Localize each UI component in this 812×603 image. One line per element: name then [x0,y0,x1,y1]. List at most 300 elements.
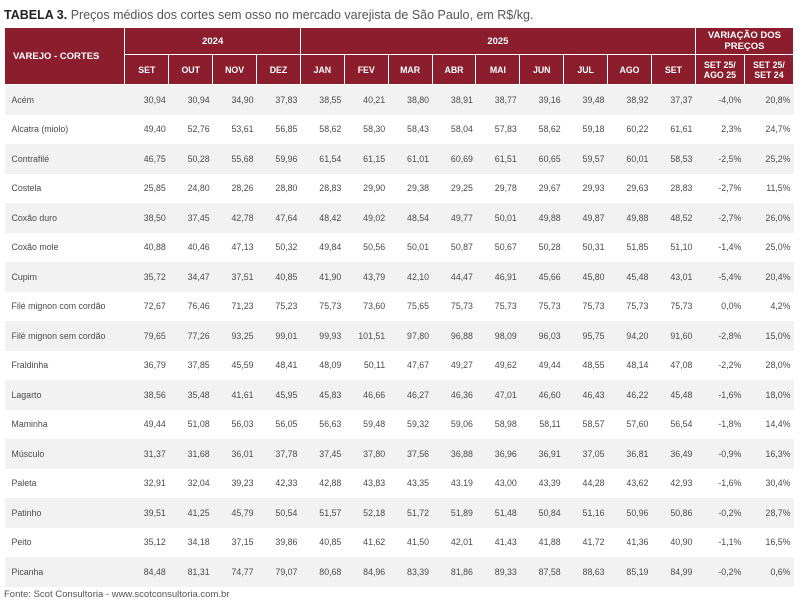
price-cell: 29,38 [388,174,432,204]
price-cell: 49,02 [344,203,388,233]
price-cell: 43,19 [432,469,476,499]
variation-cell: 30,4% [744,469,793,499]
price-cell: 43,00 [476,469,520,499]
price-cell: 44,47 [432,262,476,292]
price-cell: 79,07 [257,557,301,587]
price-cell: 45,59 [213,351,257,381]
table-caption [4,8,533,22]
table-row [5,321,794,351]
price-cell: 84,99 [651,557,695,587]
price-cell: 61,01 [388,144,432,174]
price-cell: 41,25 [169,498,213,528]
variation-cell: 14,4% [744,410,793,440]
price-cell: 49,77 [432,203,476,233]
price-cell: 99,93 [300,321,344,351]
header-month-2025: MAI [476,55,520,85]
variation-cell: 28,0% [744,351,793,381]
price-cell: 57,83 [476,115,520,145]
price-cell: 58,62 [520,115,564,145]
header-year-2024: 2024 [125,28,301,55]
price-cell: 39,51 [125,498,169,528]
price-cell: 43,39 [520,469,564,499]
price-cell: 38,92 [608,85,652,115]
price-cell: 50,67 [476,233,520,263]
price-cell: 61,54 [300,144,344,174]
price-cell: 28,83 [651,174,695,204]
variation-cell: 16,3% [744,439,793,469]
price-cell: 50,11 [344,351,388,381]
table-row [5,85,794,115]
price-cell: 30,94 [125,85,169,115]
price-cell: 51,72 [388,498,432,528]
price-cell: 56,03 [213,410,257,440]
price-cell: 46,66 [344,380,388,410]
price-cell: 58,98 [476,410,520,440]
price-cell: 50,31 [564,233,608,263]
price-cell: 96,03 [520,321,564,351]
price-cell: 41,43 [476,528,520,558]
price-cell: 34,90 [213,85,257,115]
price-cell: 29,90 [344,174,388,204]
cut-name: Costela [5,174,125,204]
header-month-2025: AGO [608,55,652,85]
price-cell: 46,27 [388,380,432,410]
price-cell: 38,55 [300,85,344,115]
price-cell: 51,10 [651,233,695,263]
cut-name: Peito [5,528,125,558]
price-cell: 45,79 [213,498,257,528]
table-caption-text: Preços médios dos cortes sem osso no mercado varejista de São Paulo, em R$/kg. [70,8,534,22]
price-cell: 37,56 [388,439,432,469]
price-cell: 46,91 [476,262,520,292]
price-cell: 43,62 [608,469,652,499]
price-cell: 29,67 [520,174,564,204]
table-row [5,292,794,322]
price-cell: 101,51 [344,321,388,351]
price-cell: 36,81 [608,439,652,469]
cut-name: Lagarto [5,380,125,410]
price-cell: 42,10 [388,262,432,292]
variation-cell: 25,2% [744,144,793,174]
price-cell: 51,89 [432,498,476,528]
price-cell: 28,80 [257,174,301,204]
price-cell: 49,27 [432,351,476,381]
price-cell: 49,84 [300,233,344,263]
table-row [5,115,794,145]
price-cell: 61,15 [344,144,388,174]
price-cell: 39,23 [213,469,257,499]
table-row [5,557,794,587]
price-cell: 45,80 [564,262,608,292]
price-cell: 50,28 [520,233,564,263]
price-cell: 75,73 [520,292,564,322]
price-cell: 46,43 [564,380,608,410]
table-row [5,262,794,292]
cut-name: Filé mignon sem cordão [5,321,125,351]
price-cell: 25,85 [125,174,169,204]
header-variation-col: SET 25/ SET 24 [744,55,793,85]
price-cell: 51,48 [476,498,520,528]
price-cell: 73,60 [344,292,388,322]
price-cell: 58,30 [344,115,388,145]
variation-cell: 20,8% [744,85,793,115]
price-cell: 31,68 [169,439,213,469]
price-cell: 88,63 [564,557,608,587]
variation-cell: 0,6% [744,557,793,587]
variation-cell: 2,3% [695,115,744,145]
cut-name: Acém [5,85,125,115]
variation-cell: 0,0% [695,292,744,322]
price-cell: 35,12 [125,528,169,558]
price-cell: 96,88 [432,321,476,351]
price-cell: 47,08 [651,351,695,381]
price-cell: 59,06 [432,410,476,440]
price-cell: 41,50 [388,528,432,558]
price-cell: 99,01 [257,321,301,351]
header-month-2025: JUL [564,55,608,85]
price-cell: 75,65 [388,292,432,322]
price-cell: 56,63 [300,410,344,440]
price-cell: 52,18 [344,498,388,528]
price-cell: 39,16 [520,85,564,115]
price-cell: 48,55 [564,351,608,381]
price-cell: 47,01 [476,380,520,410]
table-row [5,144,794,174]
price-cell: 42,88 [300,469,344,499]
price-cell: 53,61 [213,115,257,145]
price-cell: 40,21 [344,85,388,115]
price-cell: 75,73 [651,292,695,322]
price-cell: 84,96 [344,557,388,587]
price-cell: 72,67 [125,292,169,322]
variation-cell: -1,8% [695,410,744,440]
price-cell: 36,91 [520,439,564,469]
price-cell: 35,48 [169,380,213,410]
variation-cell: 28,7% [744,498,793,528]
variation-cell: -2,5% [695,144,744,174]
header-month-2025: JUN [520,55,564,85]
variation-cell: -1,1% [695,528,744,558]
header-month-2024: NOV [213,55,257,85]
price-cell: 46,36 [432,380,476,410]
price-cell: 75,73 [608,292,652,322]
price-cell: 38,91 [432,85,476,115]
variation-cell: -4,0% [695,85,744,115]
variation-cell: -0,9% [695,439,744,469]
price-cell: 50,54 [257,498,301,528]
variation-cell: -0,2% [695,498,744,528]
price-cell: 37,83 [257,85,301,115]
variation-cell: 20,4% [744,262,793,292]
price-cell: 51,16 [564,498,608,528]
price-cell: 61,51 [476,144,520,174]
price-cell: 28,83 [300,174,344,204]
price-cell: 60,69 [432,144,476,174]
price-cell: 50,96 [608,498,652,528]
price-cell: 60,01 [608,144,652,174]
price-cell: 58,53 [651,144,695,174]
price-cell: 61,61 [651,115,695,145]
price-cell: 94,20 [608,321,652,351]
price-cell: 38,77 [476,85,520,115]
variation-cell: -5,4% [695,262,744,292]
variation-cell: -2,8% [695,321,744,351]
price-cell: 34,47 [169,262,213,292]
table-row [5,203,794,233]
price-cell: 38,56 [125,380,169,410]
variation-cell: -2,7% [695,203,744,233]
price-cell: 39,48 [564,85,608,115]
price-cell: 44,28 [564,469,608,499]
header-month-2025: FEV [344,55,388,85]
price-cell: 51,57 [300,498,344,528]
price-cell: 49,44 [125,410,169,440]
price-cell: 77,26 [169,321,213,351]
cut-name: Picanha [5,557,125,587]
price-cell: 80,68 [300,557,344,587]
price-cell: 45,83 [300,380,344,410]
header-month-2024: OUT [169,55,213,85]
price-cell: 47,64 [257,203,301,233]
cut-name: Alcatra (miolo) [5,115,125,145]
price-cell: 36,79 [125,351,169,381]
price-cell: 40,85 [257,262,301,292]
header-month-2025: JAN [300,55,344,85]
price-cell: 36,49 [651,439,695,469]
cut-name: Músculo [5,439,125,469]
price-cell: 60,65 [520,144,564,174]
price-cell: 40,88 [125,233,169,263]
price-cell: 74,77 [213,557,257,587]
cut-name: Patinho [5,498,125,528]
price-cell: 45,95 [257,380,301,410]
variation-cell: -1,6% [695,380,744,410]
table-row [5,351,794,381]
price-cell: 50,32 [257,233,301,263]
price-cell: 75,73 [300,292,344,322]
cut-name: Coxão mole [5,233,125,263]
price-cell: 40,46 [169,233,213,263]
price-cell: 29,63 [608,174,652,204]
table-row [5,380,794,410]
table-header [5,28,794,85]
price-cell: 37,51 [213,262,257,292]
cut-name: Cupim [5,262,125,292]
price-cell: 95,75 [564,321,608,351]
price-cell: 24,80 [169,174,213,204]
variation-cell: 4,2% [744,292,793,322]
cut-name: Maminha [5,410,125,440]
price-cell: 36,96 [476,439,520,469]
price-cell: 37,78 [257,439,301,469]
price-cell: 75,73 [432,292,476,322]
variation-cell: -2,7% [695,174,744,204]
price-cell: 32,04 [169,469,213,499]
price-cell: 51,08 [169,410,213,440]
price-cell: 93,25 [213,321,257,351]
price-cell: 37,80 [344,439,388,469]
table-row [5,469,794,499]
header-month-2025: ABR [432,55,476,85]
price-cell: 49,40 [125,115,169,145]
price-cell: 75,73 [476,292,520,322]
table-row [5,528,794,558]
price-cell: 46,60 [520,380,564,410]
price-cell: 29,78 [476,174,520,204]
price-cell: 59,57 [564,144,608,174]
source-note: Fonte: Scot Consultoria - www.scotconsultoria.com.br [4,589,230,600]
price-cell: 49,87 [564,203,608,233]
price-cell: 58,62 [300,115,344,145]
header-month-2024: SET [125,55,169,85]
price-cell: 56,85 [257,115,301,145]
price-cell: 50,01 [388,233,432,263]
price-cell: 50,87 [432,233,476,263]
price-cell: 42,93 [651,469,695,499]
price-cell: 37,85 [169,351,213,381]
price-cell: 58,57 [564,410,608,440]
price-cell: 79,65 [125,321,169,351]
price-cell: 43,35 [388,469,432,499]
price-cell: 59,18 [564,115,608,145]
price-cell: 50,86 [651,498,695,528]
header-variation: VARIAÇÃO DOS PREÇOS [695,28,793,55]
price-cell: 45,48 [608,262,652,292]
header-cuts: VAREJO - CORTES [5,28,125,85]
price-cell: 49,62 [476,351,520,381]
price-cell: 58,11 [520,410,564,440]
variation-cell: 18,0% [744,380,793,410]
price-cell: 31,37 [125,439,169,469]
price-cell: 60,22 [608,115,652,145]
price-cell: 37,37 [651,85,695,115]
price-cell: 43,83 [344,469,388,499]
price-cell: 45,66 [520,262,564,292]
cut-name: Filé mignon com cordão [5,292,125,322]
variation-cell: 16,5% [744,528,793,558]
price-cell: 48,42 [300,203,344,233]
price-cell: 81,31 [169,557,213,587]
price-cell: 76,46 [169,292,213,322]
price-cell: 48,52 [651,203,695,233]
price-cell: 49,44 [520,351,564,381]
price-cell: 52,76 [169,115,213,145]
price-cell: 71,23 [213,292,257,322]
price-cell: 46,75 [125,144,169,174]
table-row [5,233,794,263]
price-cell: 45,48 [651,380,695,410]
price-cell: 50,84 [520,498,564,528]
price-cell: 59,96 [257,144,301,174]
price-cell: 42,78 [213,203,257,233]
price-cell: 37,15 [213,528,257,558]
price-cell: 35,72 [125,262,169,292]
variation-cell: -1,6% [695,469,744,499]
price-cell: 29,93 [564,174,608,204]
variation-cell: 11,5% [744,174,793,204]
price-cell: 41,88 [520,528,564,558]
price-cell: 58,43 [388,115,432,145]
price-cell: 75,73 [564,292,608,322]
header-year-2025: 2025 [300,28,695,55]
price-cell: 40,90 [651,528,695,558]
price-cell: 81,86 [432,557,476,587]
header-month-2024: DEZ [257,55,301,85]
price-cell: 59,48 [344,410,388,440]
price-cell: 84,48 [125,557,169,587]
price-cell: 41,61 [213,380,257,410]
price-cell: 85,19 [608,557,652,587]
price-cell: 43,01 [651,262,695,292]
variation-cell: 26,0% [744,203,793,233]
price-cell: 39,86 [257,528,301,558]
variation-cell: -1,4% [695,233,744,263]
table-row [5,439,794,469]
price-cell: 50,01 [476,203,520,233]
price-cell: 41,90 [300,262,344,292]
price-cell: 50,28 [169,144,213,174]
variation-cell: 25,0% [744,233,793,263]
cut-name: Paleta [5,469,125,499]
header-month-2025: SET [651,55,695,85]
table-row [5,498,794,528]
price-cell: 48,09 [300,351,344,381]
price-cell: 28,26 [213,174,257,204]
variation-cell: 24,7% [744,115,793,145]
price-cell: 34,18 [169,528,213,558]
price-cell: 36,01 [213,439,257,469]
price-cell: 36,88 [432,439,476,469]
table-row [5,410,794,440]
cut-name: Coxão duro [5,203,125,233]
price-cell: 40,85 [300,528,344,558]
price-cell: 97,80 [388,321,432,351]
price-cell: 41,72 [564,528,608,558]
price-cell: 48,41 [257,351,301,381]
price-cell: 89,33 [476,557,520,587]
price-cell: 75,23 [257,292,301,322]
variation-cell: -0,2% [695,557,744,587]
price-cell: 50,56 [344,233,388,263]
price-cell: 37,05 [564,439,608,469]
price-cell: 47,13 [213,233,257,263]
price-cell: 43,79 [344,262,388,292]
price-cell: 41,36 [608,528,652,558]
price-cell: 37,45 [169,203,213,233]
header-month-2025: MAR [388,55,432,85]
price-cell: 37,45 [300,439,344,469]
price-cell: 56,05 [257,410,301,440]
table-caption-label: TABELA 3. [4,8,68,22]
price-cell: 48,14 [608,351,652,381]
price-cell: 32,91 [125,469,169,499]
price-cell: 42,33 [257,469,301,499]
table-row [5,174,794,204]
price-cell: 29,25 [432,174,476,204]
header-variation-col: SET 25/ AGO 25 [695,55,744,85]
price-cell: 55,68 [213,144,257,174]
price-cell: 91,60 [651,321,695,351]
price-cell: 49,88 [520,203,564,233]
variation-cell: 15,0% [744,321,793,351]
cut-name: Fraldinha [5,351,125,381]
price-cell: 56,54 [651,410,695,440]
cut-name: Contrafilé [5,144,125,174]
price-cell: 47,67 [388,351,432,381]
price-cell: 30,94 [169,85,213,115]
price-cell: 57,60 [608,410,652,440]
table-body [5,85,794,587]
